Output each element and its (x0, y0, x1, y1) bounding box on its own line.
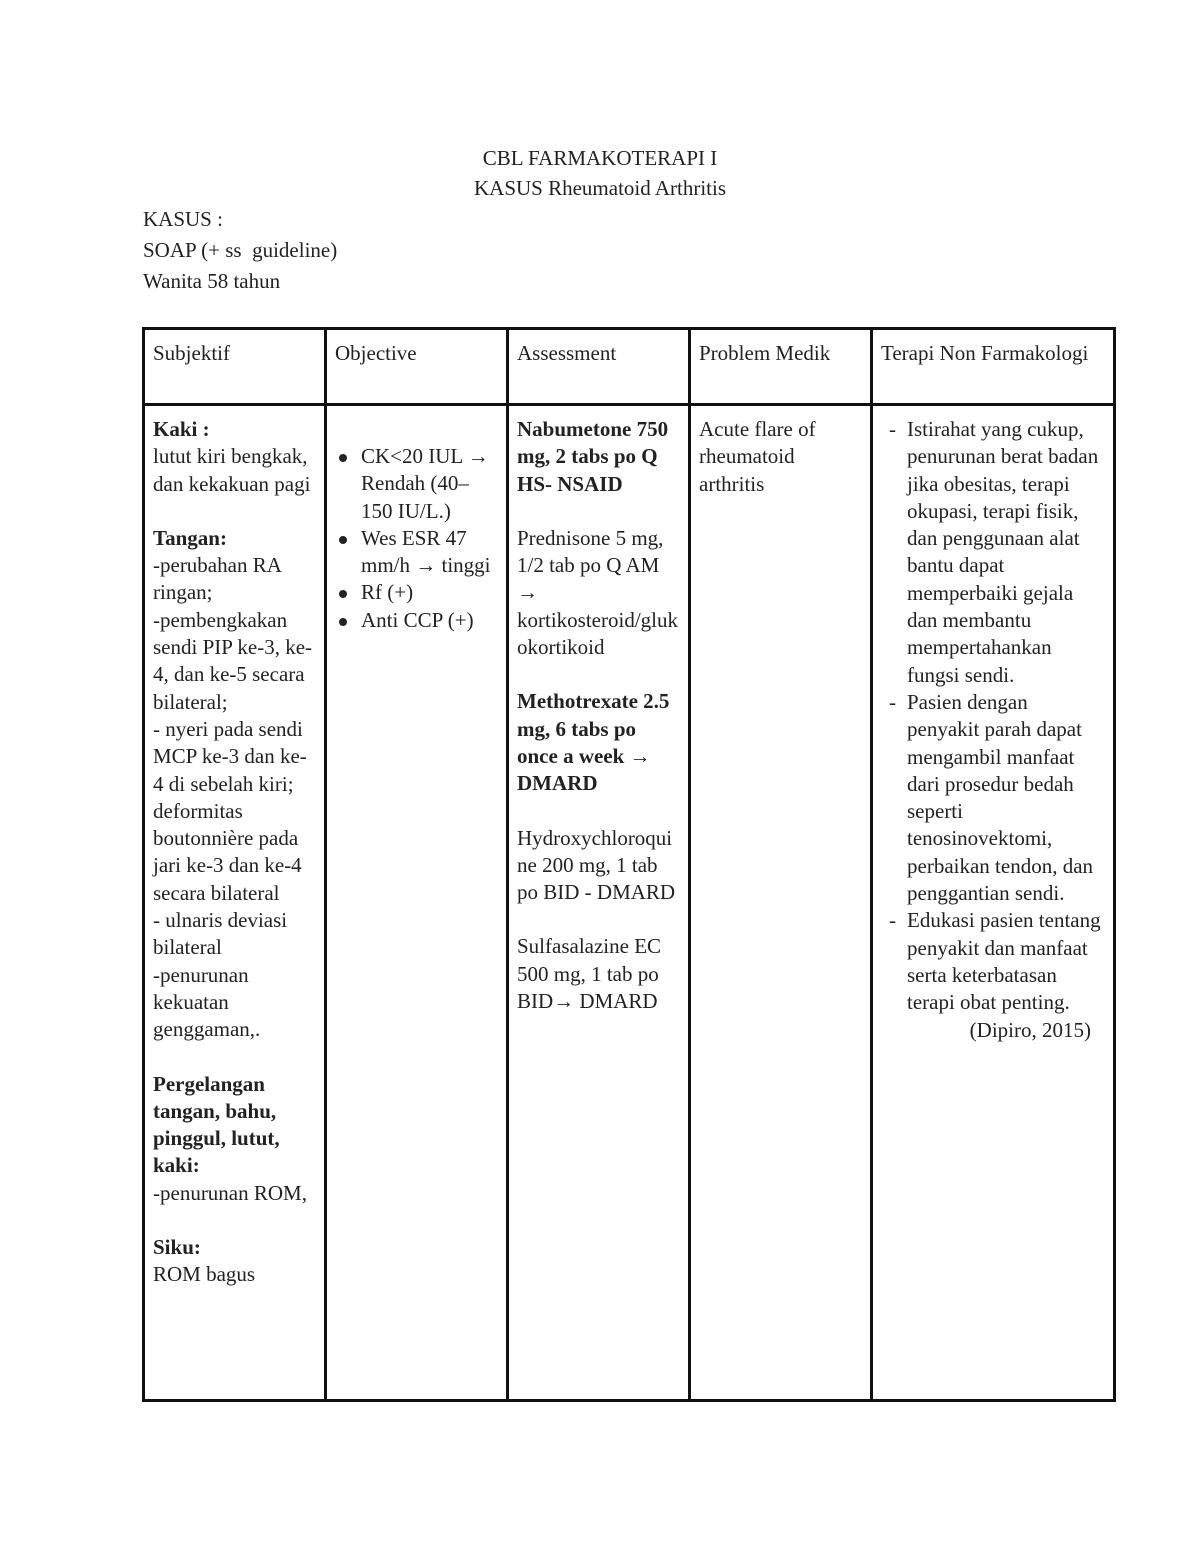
assessment-drug: Hydroxychloroquine 200 mg, 1 tab po BID - DMARD (517, 825, 676, 905)
list-item: - Pasien dengan penyakit parah dapat mengambil manfaat dari prosedur bedah seperti tenosinovektomi, perbaikan tendon, dan penggantian sendi. (889, 689, 1094, 906)
siku-heading: Siku: (153, 1235, 201, 1260)
assessment-drug: Sulfasalazine EC 500 mg, 1 tab po BID→ DMARD (517, 934, 662, 1014)
header-objective: Objective (326, 329, 508, 405)
soap-label: SOAP (+ ss guideline) (143, 238, 338, 262)
tangan-heading: Tangan: (153, 525, 227, 550)
header-subjektif: Subjektif (144, 329, 326, 405)
list-item: Wes ESR 47 mm/h → tinggi (335, 525, 498, 580)
soap-table (142, 327, 1116, 1402)
objective-list (335, 443, 498, 634)
tangan-line: -penurunan kekuatan genggaman,. (153, 962, 261, 1042)
list-item: - Istirahat yang cukup, penurunan berat badan jika obesitas, terapi okupasi, terapi fisik, dan penggunaan alat bantu dapat memperbaiki gejala dan membantu mempertahankan fungsi sendi. (889, 417, 1099, 687)
citation: (Dipiro, 2015) (969, 1017, 1091, 1042)
table-body-row (144, 405, 1115, 1401)
assessment-drug: Prednisone 5 mg, 1/2 tab po Q AM → kortikosteroid/glukokortikoid (517, 525, 678, 660)
dash-icon: - (889, 908, 896, 933)
terapi-list (881, 416, 1105, 1017)
table-header-row (144, 329, 1115, 405)
siku-text: ROM bagus (153, 1262, 256, 1287)
bullet-icon (339, 618, 347, 626)
cell-problem-medik (690, 405, 872, 1401)
pergelangan-heading: Pergelangan tangan, bahu, pinggul, lutut, kaki: (153, 1071, 280, 1178)
bullet-icon (339, 454, 347, 462)
bullet-icon (339, 590, 347, 598)
list-item: CK<20 IUL → Rendah (40–150 IU/L.) (335, 443, 498, 525)
document-title: CBL FARMAKOTERAPI I (482, 146, 718, 170)
tangan-line: -pembengkakan sendi PIP ke-3, ke-4, dan ke-5 secara bilateral; (153, 607, 313, 714)
kaki-heading: Kaki : (153, 417, 210, 441)
list-item: Anti CCP (+) (335, 607, 498, 634)
cell-objective (326, 405, 508, 1401)
tangan-line: deformitas boutonnière pada jari ke-3 dan ke-4 secara bilateral (153, 798, 302, 905)
header-problem-medik: Problem Medik (690, 329, 872, 405)
assessment-drug: Nabumetone 750 mg, 2 tabs po Q HS- NSAID (517, 417, 669, 496)
dash-icon: - (889, 417, 896, 441)
patient-description: Wanita 58 tahun (143, 269, 281, 293)
problem-medik-text: Acute flare of rheumatoid arthritis (699, 417, 816, 496)
kaki-text: lutut kiri bengkak, dan kekakuan pagi (153, 444, 311, 496)
tangan-line: - ulnaris deviasi bilateral (153, 908, 288, 960)
list-item: - Edukasi pasien tentang penyakit dan manfaat serta keterbatasan terapi obat penting. (889, 908, 1101, 1015)
list-item: Rf (+) (335, 579, 498, 606)
header-assessment: Assessment (508, 329, 690, 405)
header-terapi-non-farmakologi: Terapi Non Farmakologi (872, 329, 1115, 405)
tangan-line: - nyeri pada sendi MCP ke-3 dan ke-4 di sebelah kiri; (153, 716, 307, 796)
cell-assessment (508, 405, 690, 1401)
kasus-label: KASUS : (143, 207, 223, 231)
document-subtitle: KASUS Rheumatoid Arthritis (473, 176, 726, 200)
cell-terapi-non-farmakologi (872, 405, 1115, 1401)
cell-subjektif (144, 405, 326, 1401)
dash-icon: - (889, 689, 896, 714)
assessment-drug: Methotrexate 2.5 mg, 6 tabs po once a week → DMARD (517, 689, 670, 796)
bullet-icon (339, 536, 347, 544)
pergelangan-text: -penurunan ROM, (153, 1180, 307, 1205)
tangan-line: -perubahan RA ringan; (153, 553, 281, 605)
